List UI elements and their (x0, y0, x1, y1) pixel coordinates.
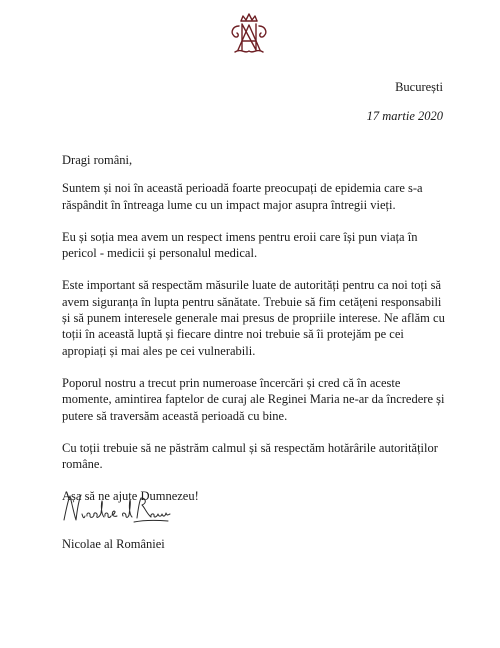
letter-paragraph: Este important să respectăm măsurile luate de autorități pentru ca noi toți să avem siguranța în lupta pentru sănătate. Trebuie să fim cetățeni responsabili și să punem interesele generale mai presus de propriile interese. Ne aflăm cu toții în această luptă și fiecare dintre noi trebuie să îi protejăm pe cei apropiați și mai ales pe cei vulnerabili. (62, 278, 445, 358)
handwritten-signature (60, 492, 172, 526)
letter-body (62, 152, 446, 521)
letter-paragraph: Poporul nostru a trecut prin numeroase încercări și cred că în aceste momente, amintirea faptelor de curaj ale Reginei Maria ne-ar da încredere și putere să traversăm această perioadă cu bine. (62, 375, 445, 423)
letter-salutation: Dragi români, (62, 153, 133, 167)
letter-closing: Așa să ne ajute Dumnezeu! (62, 489, 199, 504)
royal-monogram-icon (225, 12, 273, 56)
letter-paragraph: Suntem și noi în această perioadă foarte preocupați de epidemia care s-a răspândit în întreaga lume cu un impact major asupra întregii vieți. (62, 181, 423, 212)
letter-paragraph: Eu și soția mea avem un respect imens pentru eroii care își pun viața în pericol - medicii și personalul medical. (62, 229, 418, 261)
letter-date: 17 martie 2020 (366, 109, 443, 123)
letter-paragraph: Cu toții trebuie să ne păstrăm calmul și să respectăm hotărârile autorităților române. (62, 440, 438, 472)
letter-place: București (395, 80, 443, 94)
signer-name: Nicolae al României (62, 537, 165, 551)
